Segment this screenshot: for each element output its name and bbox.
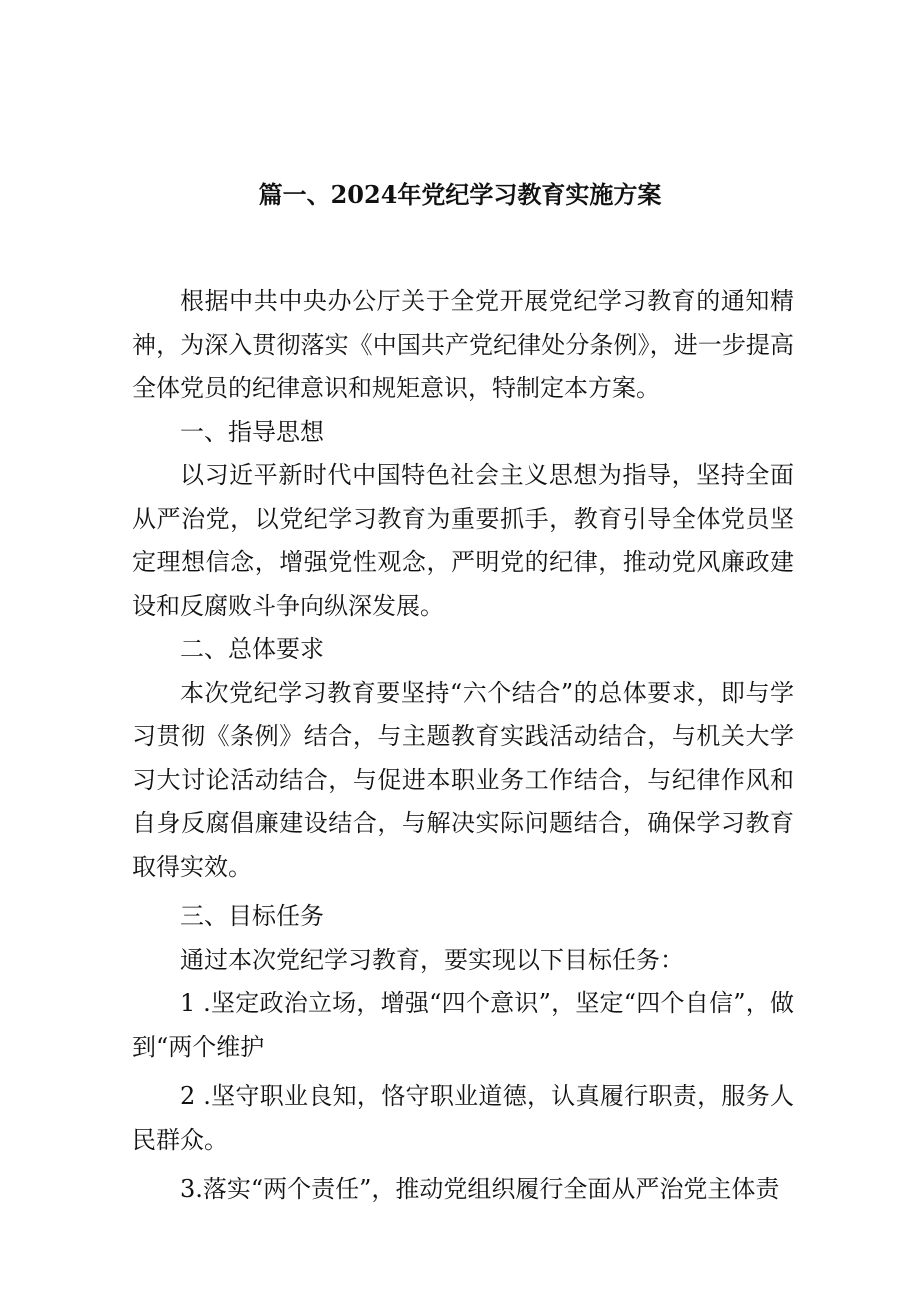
section-heading-goals: 三、目标任务 [180,902,324,930]
task-item-2: 2 .坚守职业良知，恪守职业道德，认真履行职责，服务人民群众。 [132,1082,794,1154]
task-item-1: 1 .坚定政治立场，增强“四个意识”，坚定“四个自信”，做到“两个维护 [132,989,794,1061]
section-heading-guiding-thought: 一、指导思想 [180,417,324,446]
section-text-guiding-thought: 以习近平新时代中国特色社会主义思想为指导，坚持全面从严治党，以党纪学习教育为重要抓手，教育引导全体党员坚定理想信念，增强党性观念，严明党的纪律，推动党风廉政建设和反腐败斗争向纵深发展。 [132,461,794,620]
intro-paragraph: 根据中共中央办公厅关于全党开展党纪学习教育的通知精神，为深入贯彻落实《中国共产党纪律处分条例》，进一步提高全体党员的纪律意识和规矩意识，特制定本方案。 [132,287,794,402]
document-body [132,280,794,1212]
section-text-goals: 通过本次党纪学习教育，要实现以下目标任务： [180,945,684,974]
task-item-3: 3.落实“两个责任”，推动党组织履行全面从严治党主体责 [180,1175,780,1203]
section-text-overall-requirements: 本次党纪学习教育要坚持“六个结合”的总体要求，即与学习贯彻《条例》结合，与主题教育实践活动结合，与机关大学习大讨论活动结合，与促进本职业务工作结合，与纪律作风和自身反腐倡廉建设结合，与解决实际问题结合，确保学习教育取得实效。 [132,678,794,881]
document-title: 篇一、2024年党纪学习教育实施方案 [258,180,662,209]
section-heading-overall-requirements: 二、总体要求 [180,635,324,663]
